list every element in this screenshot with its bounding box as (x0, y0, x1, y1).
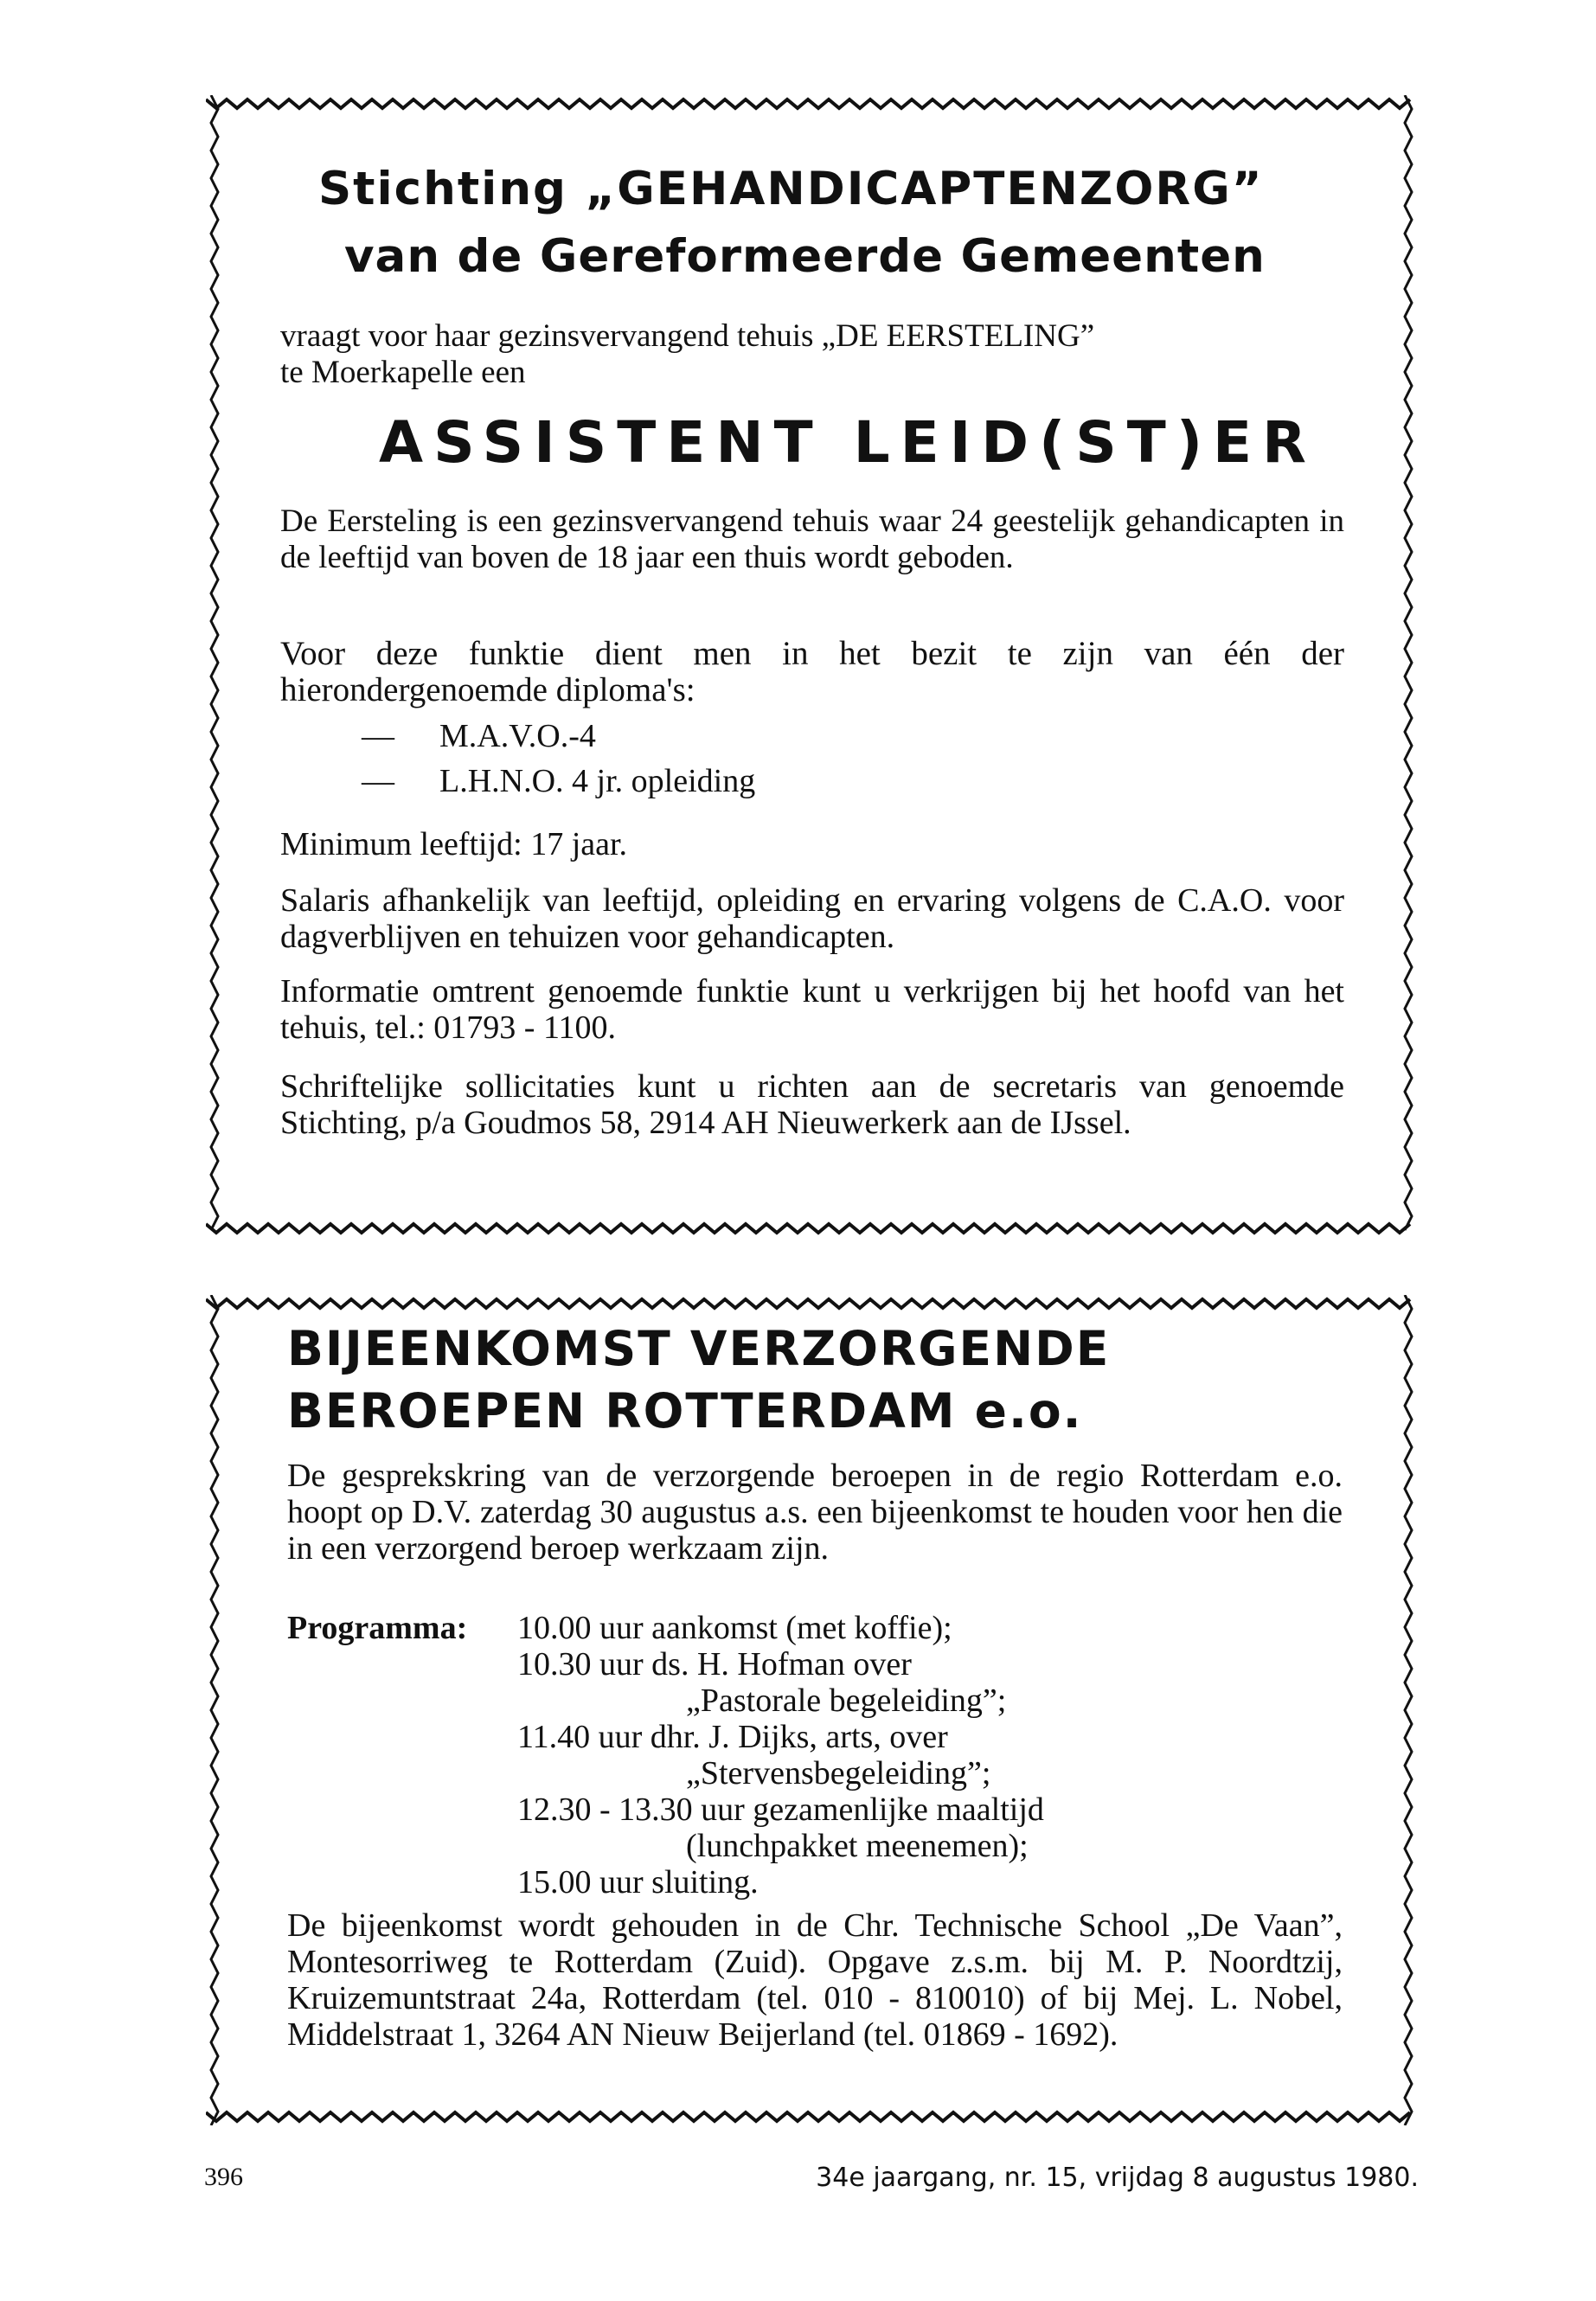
intro-line-2: te Moerkapelle een (280, 355, 526, 390)
application-paragraph: Schriftelijke sollicitaties kunt u richten aan de secretaris van genoemde Stichting, p/a Goudmos 58, 2914 AH Nieuwerkerk aan de IJssel. (280, 1068, 1344, 1141)
job-title: ASSISTENT LEID(ST)ER (379, 409, 1317, 476)
requirements-paragraph: Voor deze funktie dient men in het bezit te zijn van één der hierondergenoemde diploma's: (280, 635, 1344, 708)
page-number: 396 (204, 2163, 243, 2191)
event-details: De bijeenkomst wordt gehouden in de Chr. Technische School „De Vaan”, Montesorriweg te Rotterdam (Zuid). Opgave z.s.m. bij M. P. Noordtzij, Kruizemuntstraat 24a, Rotterdam (tel. 010 - 810010) of bij Mej. L. Nobel, Middelstraat 1, 3264 AN Nieuw Beijerland (tel. 01869 - 1692). (287, 1907, 1343, 2053)
intro-line-1: vraagt voor haar gezinsvervangend tehuis „DE EERSTELING” (280, 318, 1095, 354)
diploma-item: — L.H.N.O. 4 jr. opleiding (362, 763, 756, 799)
information-paragraph: Informatie omtrent genoemde funktie kunt u verkrijgen bij het hoofd van het tehuis, tel.: 01793 - 1100. (280, 973, 1344, 1046)
organization-subtitle: van de Gereformeerde Gemeenten (344, 230, 1266, 283)
program-item: 12.30 - 13.30 uur gezamenlijke maaltijd (517, 1791, 1044, 1828)
program-item: „Pastorale begeleiding”; (686, 1682, 1007, 1719)
event-intro: De gesprekskring van de verzorgende beroepen in de regio Rotterdam e.o. hoopt op D.V. zaterdag 30 augustus a.s. een bijeenkomst te houden voor hen die in een verzorgend beroep werkzaam zijn. (287, 1458, 1343, 1567)
event-heading-line-2: BEROEPEN ROTTERDAM e.o. (287, 1383, 1083, 1439)
program-item: 10.00 uur aankomst (met koffie); (517, 1610, 952, 1646)
event-heading-line-1: BIJEENKOMST VERZORGENDE (287, 1321, 1111, 1376)
program-item: „Stervensbegeleiding”; (686, 1755, 991, 1791)
minimum-age: Minimum leeftijd: 17 jaar. (280, 826, 628, 862)
program-item: (lunchpakket meenemen); (686, 1828, 1029, 1864)
organization-title: Stichting „GEHANDICAPTENZORG” (318, 163, 1264, 215)
salary-paragraph: Salaris afhankelijk van leeftijd, opleiding en ervaring volgens de C.A.O. voor dagverblijven en tehuizen voor gehandicapten. (280, 882, 1344, 955)
advertisement-assistent-leidster (206, 95, 1417, 1237)
advertisement-bijeenkomst (206, 1295, 1417, 2125)
diploma-item: — M.A.V.O.-4 (362, 718, 596, 754)
program-label: Programma: (287, 1610, 468, 1646)
description-paragraph: De Eersteling is een gezinsvervangend tehuis waar 24 geestelijk gehandicapten in de leeftijd van boven de 18 jaar een thuis wordt geboden. (280, 503, 1344, 575)
issue-info: 34e jaargang, nr. 15, vrijdag 8 augustus 1980. (816, 2163, 1419, 2193)
program-item: 15.00 uur sluiting. (517, 1864, 759, 1900)
program-item: 10.30 uur ds. H. Hofman over (517, 1646, 912, 1682)
program-item: 11.40 uur dhr. J. Dijks, arts, over (517, 1719, 948, 1755)
